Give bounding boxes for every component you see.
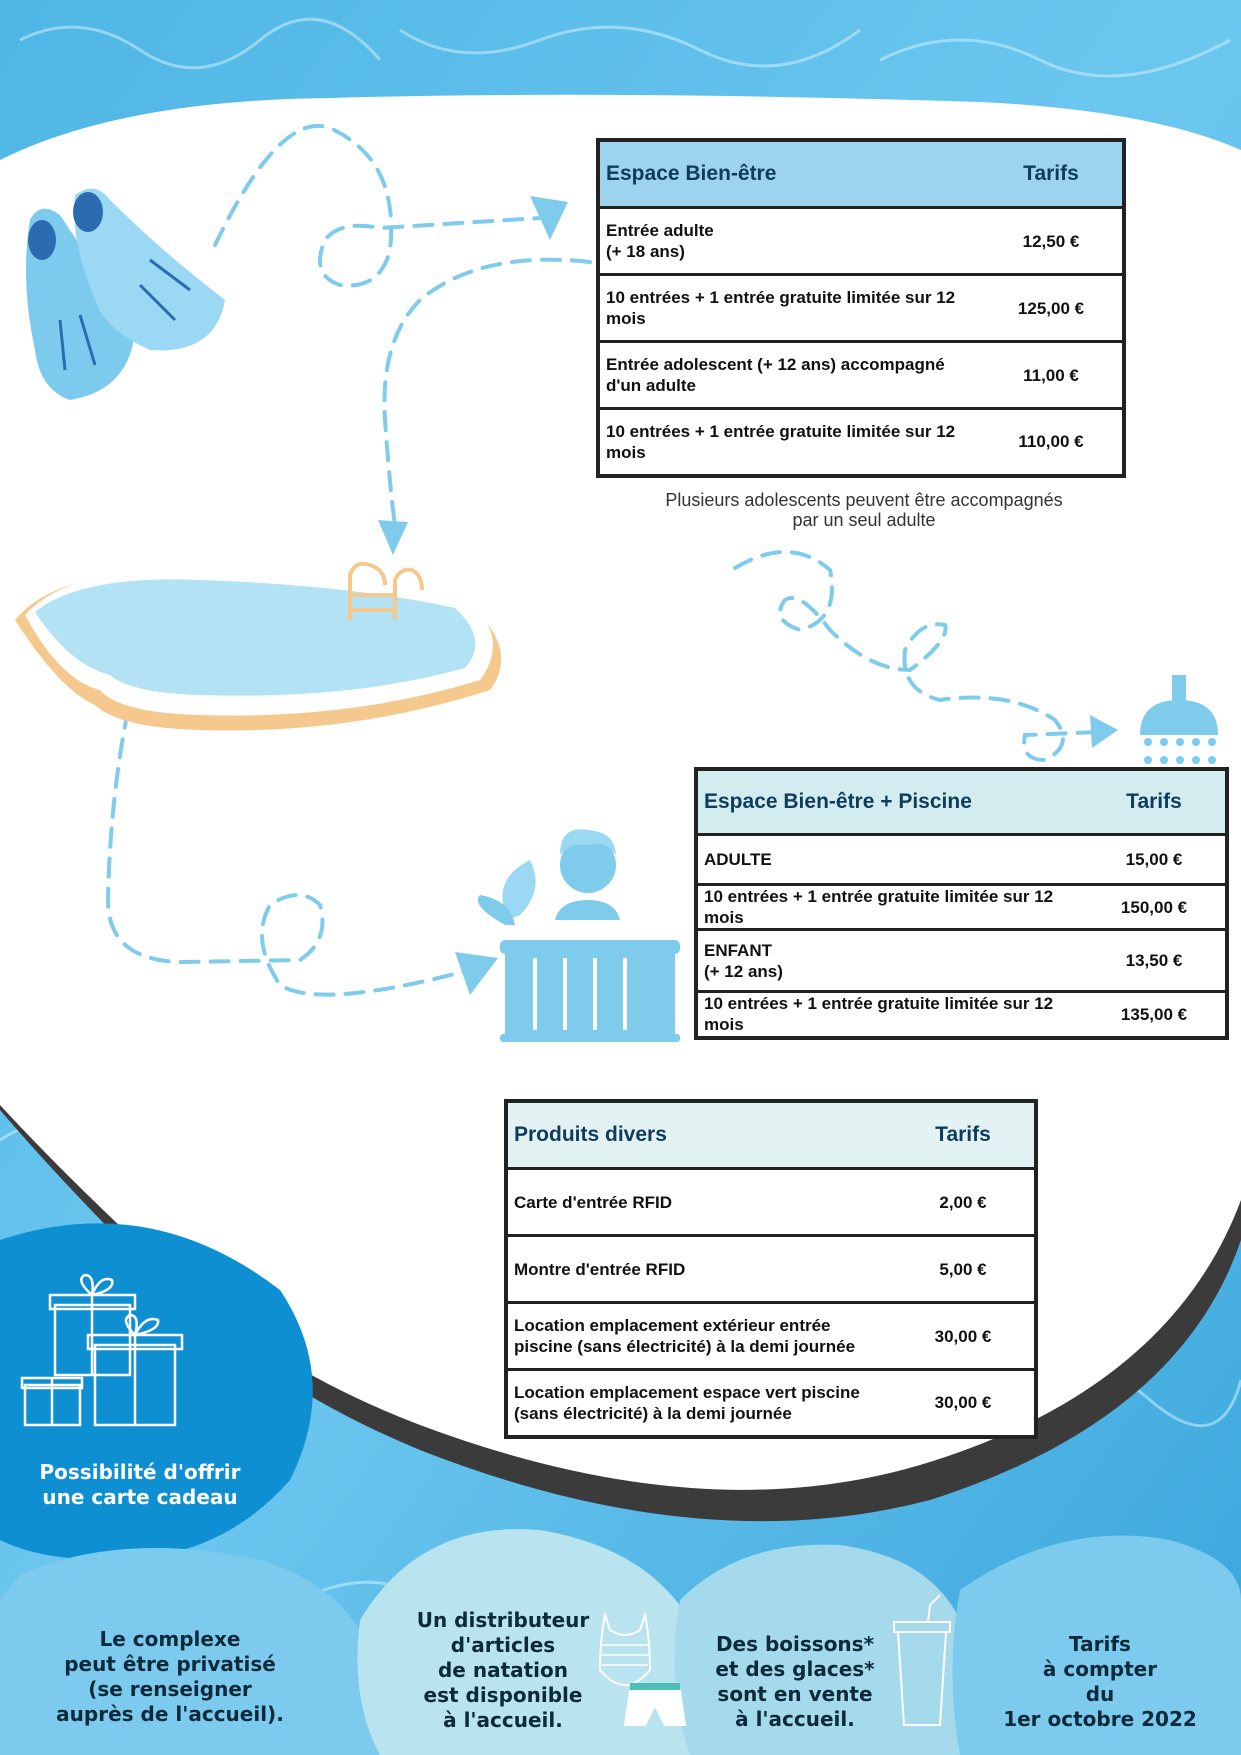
row-label-line2: d'un adulte [606, 376, 696, 395]
table-header-price: Tarifs [1083, 769, 1227, 835]
table-row [506, 1169, 1036, 1236]
boissons-line: Des boissons* [715, 1632, 875, 1656]
row-label-line1: Location emplacement espace vert piscine [514, 1382, 860, 1402]
distributeur-line: de natation [437, 1658, 569, 1682]
table-row [598, 208, 1124, 275]
table-row [696, 992, 1227, 1038]
table-header-row [696, 769, 1227, 835]
row-label-line1: Montre d'entrée RFID [514, 1259, 686, 1279]
row-label [696, 930, 1083, 992]
table-row [506, 1303, 1036, 1370]
gift-line1: Possibilité d'offrir [39, 1460, 241, 1484]
row-price: 11,00 € [980, 342, 1124, 409]
tarifs-date-text [985, 1632, 1215, 1732]
table-row [598, 342, 1124, 409]
row-price: 13,50 € [1083, 930, 1227, 992]
row-label-line2: mois [704, 908, 744, 927]
privatise-line: (se renseigner [88, 1677, 252, 1701]
row-label [598, 275, 980, 342]
row-label [598, 409, 980, 476]
wellness-pool-price-table [694, 767, 1229, 1040]
row-label [696, 992, 1083, 1038]
table-row [696, 930, 1227, 992]
row-price: 30,00 € [892, 1303, 1036, 1370]
row-label-line1: 10 entrées + 1 entrée gratuite limitée sur 12 [704, 994, 1054, 1014]
distributeur-line: à l'accueil. [443, 1708, 563, 1732]
row-label-line2: mois [606, 309, 646, 328]
boissons-line: à l'accueil. [735, 1707, 855, 1731]
privatise-text [30, 1627, 310, 1727]
row-label [696, 835, 1083, 885]
row-label-line1: 10 entrées + 1 entrée gratuite limitée sur 12 [606, 421, 956, 441]
row-price: 150,00 € [1083, 885, 1227, 930]
row-label-line2: piscine (sans électricité) à la demi journée [514, 1337, 856, 1356]
row-label-line1: Location emplacement extérieur entrée [514, 1316, 831, 1335]
row-label-line1: Carte d'entrée RFID [514, 1192, 673, 1212]
distributeur-line: d'articles [450, 1633, 556, 1657]
note-line1: Plusieurs adolescents peuvent être accompagnés [665, 490, 1063, 510]
row-label [598, 342, 980, 409]
row-label [598, 208, 980, 275]
table-header-row [506, 1101, 1036, 1169]
table-header-title: Espace Bien-être + Piscine [696, 769, 1083, 835]
boissons-line: et des glaces* [715, 1657, 875, 1681]
table-row [598, 275, 1124, 342]
table-header-title: Produits divers [506, 1101, 892, 1169]
distributeur-line: Un distributeur [416, 1608, 590, 1632]
row-label-line2: (sans électricité) à la demi journée [514, 1403, 792, 1423]
row-label-line1: Entrée adolescent (+ 12 ans) accompagné [606, 355, 945, 374]
row-label-line1: 10 entrées + 1 entrée gratuite limitée sur 12 [606, 288, 956, 307]
distributeur-line: est disponible [423, 1683, 583, 1707]
row-label-line2: (+ 18 ans) [606, 242, 685, 261]
privatise-line: auprès de l'accueil). [56, 1702, 284, 1726]
privatise-line: peut être privatisé [64, 1652, 276, 1676]
row-label [506, 1236, 892, 1303]
table-header-title: Espace Bien-être [598, 140, 980, 208]
row-label-line2: mois [704, 1015, 744, 1035]
table-header-price: Tarifs [980, 140, 1124, 208]
row-price: 15,00 € [1083, 835, 1227, 885]
table-row [506, 1236, 1036, 1303]
row-label [506, 1370, 892, 1437]
table-row [506, 1370, 1036, 1437]
tarifs-line: 1er octobre 2022 [1003, 1707, 1197, 1731]
tarifs-line: à compter [1042, 1657, 1158, 1681]
table-header-price: Tarifs [892, 1101, 1036, 1169]
row-label [506, 1303, 892, 1370]
row-label-line1: ENFANT [704, 940, 772, 960]
row-label-line1: ADULTE [704, 850, 772, 869]
privatise-line: Le complexe [99, 1627, 241, 1651]
row-price: 12,50 € [980, 208, 1124, 275]
wellness-price-table [596, 138, 1126, 478]
row-label-line1: 10 entrées + 1 entrée gratuite limitée sur 12 [704, 887, 1054, 906]
row-price: 30,00 € [934, 1393, 992, 1413]
boissons-text [700, 1632, 890, 1732]
gift-line2: une carte cadeau [42, 1485, 238, 1509]
row-price: 110,00 € [1018, 432, 1084, 452]
tarifs-line: du [1085, 1682, 1115, 1706]
tarifs-line: Tarifs [1069, 1632, 1131, 1656]
row-label-line2: mois [606, 442, 646, 462]
row-label-line1: Entrée adulte [606, 221, 714, 240]
row-label [696, 885, 1083, 930]
table-row [598, 409, 1124, 476]
table-row [696, 835, 1227, 885]
distributeur-text [398, 1608, 608, 1733]
table-header-row [598, 140, 1124, 208]
row-label-line2: (+ 12 ans) [704, 961, 783, 981]
row-price: 2,00 € [892, 1169, 1036, 1236]
row-price: 125,00 € [980, 275, 1124, 342]
row-price: 5,00 € [892, 1236, 1036, 1303]
row-label [506, 1169, 892, 1236]
gift-card-text [10, 1460, 270, 1510]
table-row [696, 885, 1227, 930]
note-line2: par un seul adulte [792, 510, 936, 530]
row-price: 135,00 € [1120, 1004, 1188, 1024]
wellness-note [596, 490, 1132, 530]
boissons-line: sont en vente [717, 1682, 873, 1706]
products-price-table [504, 1099, 1038, 1439]
